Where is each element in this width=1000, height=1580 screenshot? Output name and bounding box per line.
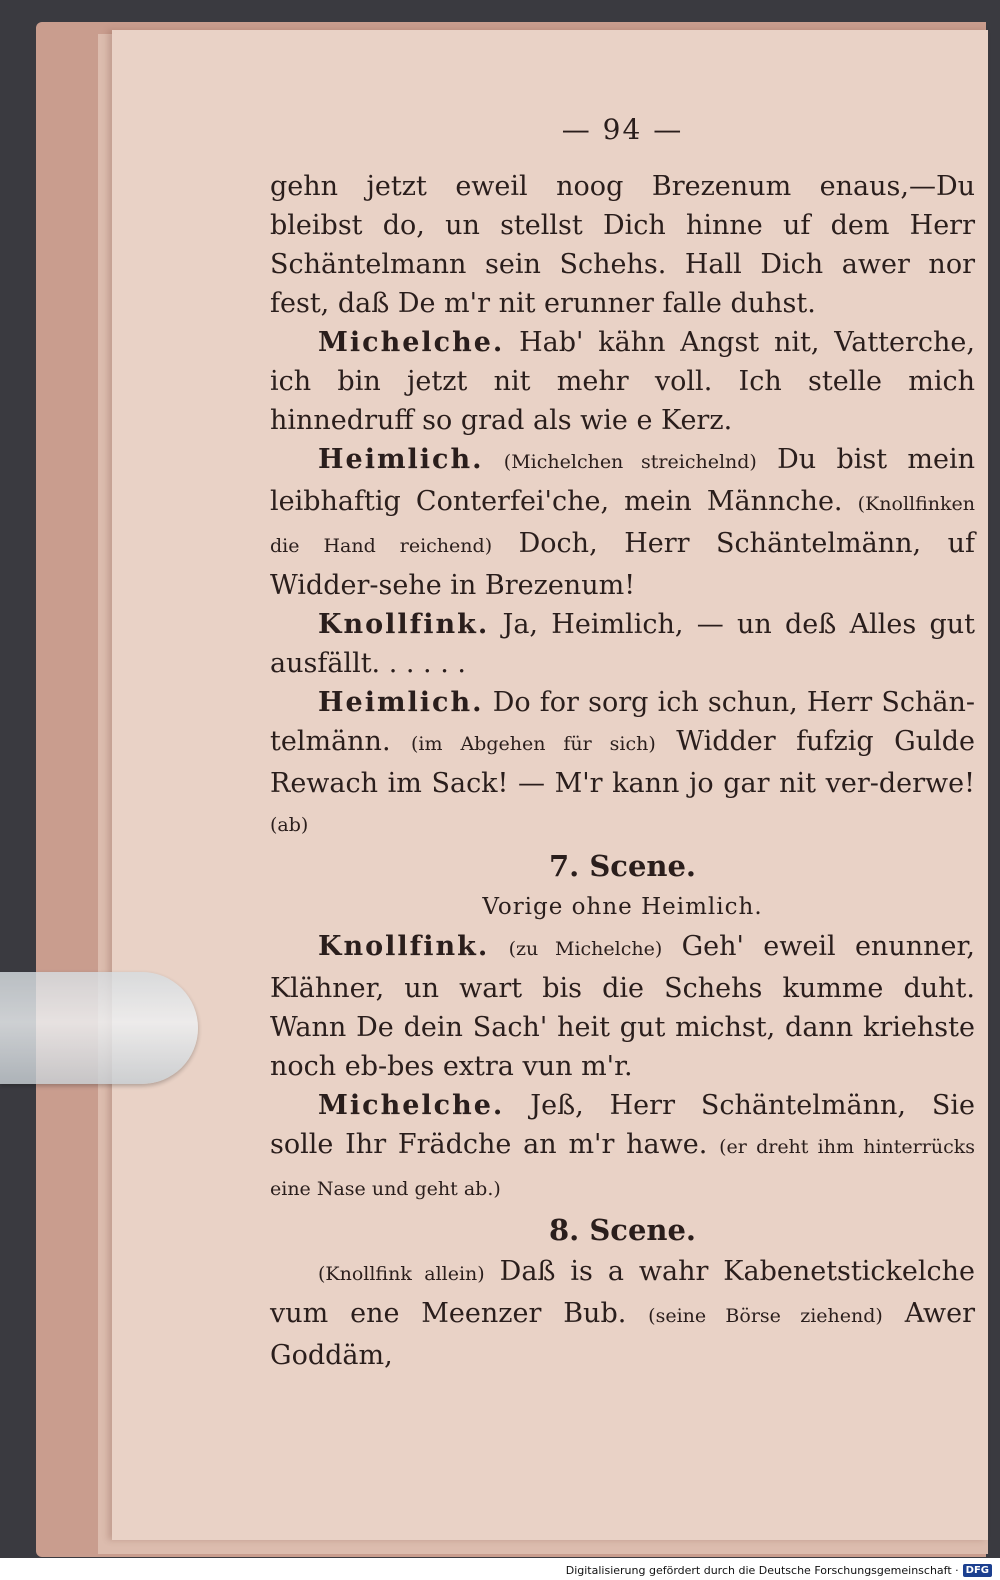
speech-text: Daß is a wahr Kabenetstickelche vum ene Meenzer Bub. <box>270 1256 975 1329</box>
speech-text: Doch, Herr Schäntelmänn, uf Widder-sehe in Brezenum! <box>270 528 975 601</box>
speech-text: Du bist mein leibhaftig Conterfei'che, mein Männche. <box>270 444 976 517</box>
speech-text: Widder fufzig Gulde Rewach im Sack! — M'r kann jo gar nit ver-derwe! <box>270 726 975 799</box>
stage-direction: (Michelchen streichelnd) <box>503 451 757 473</box>
paragraph <box>270 605 975 683</box>
speaker-name: Michelche. <box>318 327 505 358</box>
paragraph <box>270 1086 975 1209</box>
speaker-name: Knollfink. <box>318 931 490 962</box>
speech-text: Ja, Heimlich, — un deß Alles gut ausfällt. . . . . . <box>270 609 975 679</box>
speaker-name: Knollfink. <box>318 609 490 640</box>
scene-heading: 8. Scene. <box>548 1213 697 1247</box>
footer-bar <box>0 1558 1000 1580</box>
stage-direction: (seine Börse ziehend) <box>648 1305 883 1327</box>
stage-direction: (Knollfinken die Hand reichend) <box>270 493 975 557</box>
page-holder-clip <box>0 972 198 1084</box>
paragraph <box>270 1252 975 1375</box>
dfg-logo: DFG <box>963 1564 992 1577</box>
speaker-name: Heimlich. <box>318 687 484 718</box>
speaker-name: Michelche. <box>318 1090 505 1121</box>
stage-direction: (Knollfink allein) <box>318 1263 485 1285</box>
paragraph <box>270 167 975 323</box>
stage-direction: (ab) <box>270 814 309 836</box>
stage-direction: (er dreht ihm hinterrücks eine Nase und geht ab.) <box>270 1136 975 1200</box>
page-number: — 94 — <box>561 113 684 146</box>
paragraph <box>270 323 975 440</box>
page-text <box>270 110 975 1375</box>
speech-text: Awer Goddäm, <box>270 1298 975 1371</box>
footer-credit <box>566 1564 992 1577</box>
stage-direction: (zu Michelche) <box>508 938 663 960</box>
scene-heading: 7. Scene. <box>548 849 697 883</box>
paragraph-text: gehn jetzt eweil noog Brezenum enaus,—Du bleibst do, un stellst Dich hinne uf dem Herr Schäntelmann sein Schehs. Hall Dich awer nor fest, daß De m'r nit erunner falle duhst. <box>270 171 975 319</box>
speech-text: Do for sorg ich schun, Herr Schän-telmänn. <box>270 687 975 757</box>
scene-subheading: Vorige ohne Heimlich. <box>482 894 763 920</box>
speech-text: Geh' eweil enunner, Klähner, un wart bis die Schehs kumme duht. Wann De dein Sach' heit gut michst, dann kriehste noch eb-bes extra vun m'r. <box>270 931 975 1082</box>
paragraph <box>270 927 975 1086</box>
paragraph <box>270 440 975 605</box>
speech-text: Hab' kähn Angst nit, Vatterche, ich bin jetzt nit mehr voll. Ich stelle mich hinnedruff so grad als wie e Kerz. <box>270 327 975 436</box>
paragraph <box>270 683 975 845</box>
speech-text: Jeß, Herr Schäntelmänn, Sie solle Ihr Frädche an m'r hawe. <box>270 1090 975 1160</box>
speaker-name: Heimlich. <box>318 444 484 475</box>
stage-direction: (im Abgehen für sich) <box>411 733 656 755</box>
footer-text: Digitalisierung gefördert durch die Deutsche Forschungsgemeinschaft · <box>565 1564 959 1577</box>
